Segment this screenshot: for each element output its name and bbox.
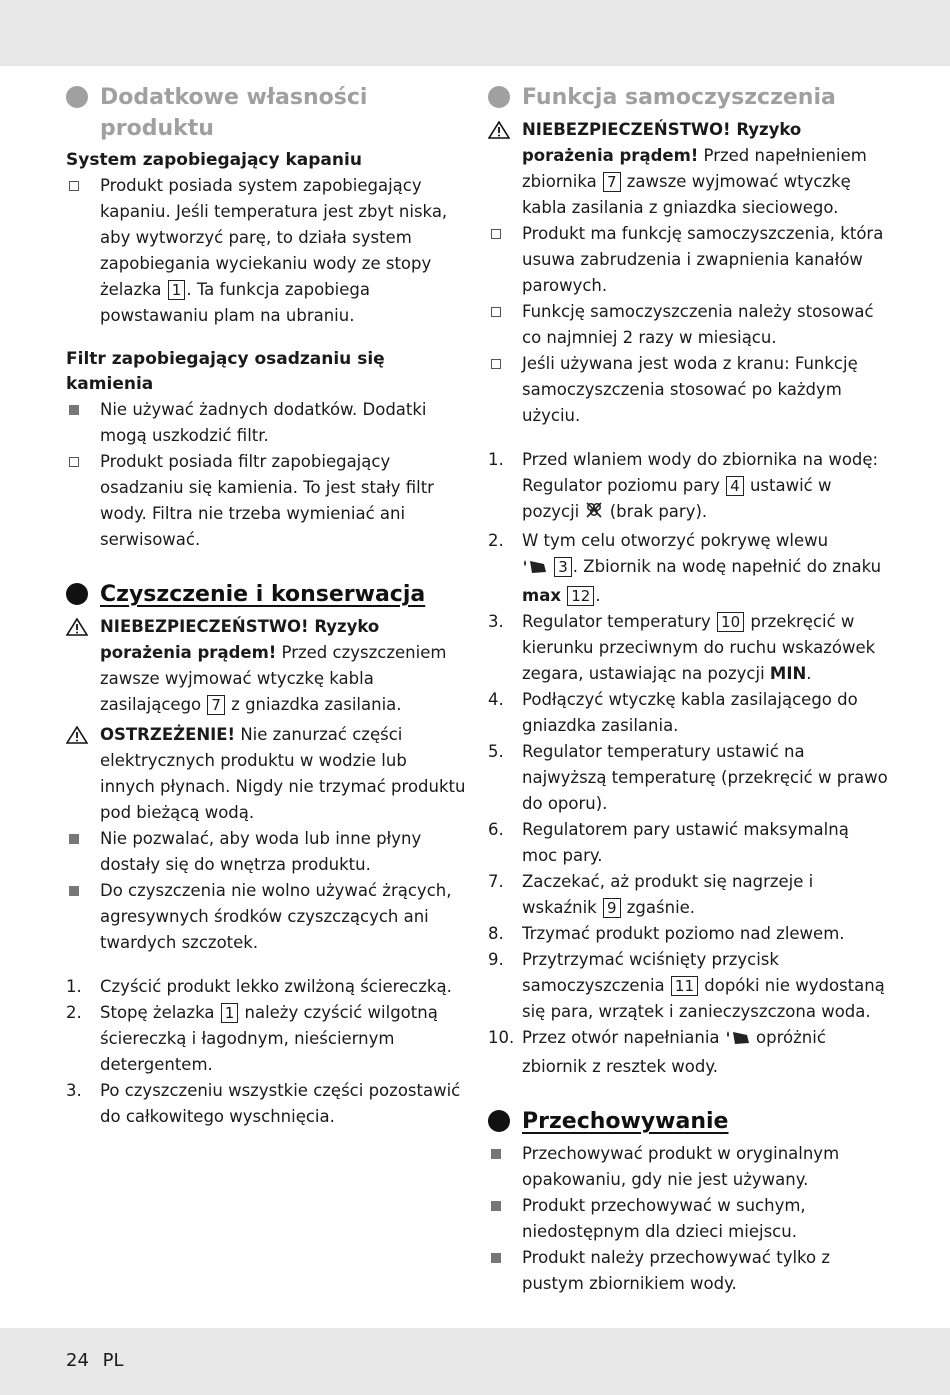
bullet-dot-icon: [66, 86, 88, 108]
page-footer: [66, 1350, 132, 1371]
step-item: 10. Przez otwór napełniania opróżnić zbiornik z resztek wody.: [488, 1028, 826, 1076]
bullet-dot-icon: [488, 86, 510, 108]
ref-box: 7: [207, 695, 225, 715]
step-item: 1. Przed wlaniem wody do zbiornika na wodę: Regulator poziomu pary 4 ustawić w pozycji (brak pary).: [488, 447, 888, 528]
step-item: 7. Zaczekać, aż produkt się nagrzeje i wskaźnik 9 zgaśnie.: [488, 872, 814, 917]
water-fill-icon: [522, 557, 548, 583]
ref-box: 1: [168, 280, 186, 300]
step-item: 6. Regulatorem pary ustawić maksymalną moc pary.: [488, 820, 849, 865]
filled-square-bullet-icon: [66, 397, 100, 449]
warning-triangle-icon: [488, 117, 522, 221]
section-heading-cleaning: Czyszczenie i konserwacja: [66, 579, 466, 610]
step-item: 9. Przytrzymać wciśnięty przycisk samoczyszczenia 11 dopóki nie wydostaną się para, wrzątek i zanieczyszczona woda.: [488, 950, 885, 1021]
step-item: 8. Trzymać produkt poziomo nad zlewem.: [488, 924, 845, 943]
open-square-bullet-icon: [488, 221, 522, 299]
list-item: Jeśli używana jest woda z kranu: Funkcję samoczyszczenia stosować po każdym użyciu.: [488, 351, 888, 429]
list-item: Produkt należy przechowywać tylko z pustym zbiornikiem wody.: [488, 1245, 888, 1297]
no-steam-icon: [584, 500, 604, 528]
filled-square-bullet-icon: [488, 1245, 522, 1297]
water-fill-icon: [725, 1028, 751, 1054]
danger-notice: NIEBEZPIECZEŃSTWO! Ryzyko porażenia prądem! Przed napełnieniem zbiornika 7 zawsze wyjmować wtyczkę kabla zasilania z gniazdka sieciowego.: [488, 117, 888, 221]
warning-triangle-icon: [66, 614, 100, 718]
ref-box: 7: [603, 172, 621, 192]
bottom-bar: [0, 1328, 950, 1395]
filled-square-bullet-icon: [66, 826, 100, 878]
ref-box: 11: [671, 976, 698, 996]
section-heading-storage: Przechowywanie: [488, 1106, 888, 1137]
step-item: 5. Regulator temperatury ustawić na najwyższą temperaturę (przekręcić w prawo do oporu).: [488, 742, 888, 813]
ref-box: 4: [726, 476, 744, 496]
list-item: Produkt przechowywać w suchym, niedostępnym dla dzieci miejscu.: [488, 1193, 888, 1245]
list-item: Przechowywać produkt w oryginalnym opakowaniu, gdy nie jest używany.: [488, 1141, 888, 1193]
open-square-bullet-icon: [66, 173, 100, 329]
danger-notice: NIEBEZPIECZEŃSTWO! Ryzyko porażenia prądem! Przed czyszczeniem zawsze wyjmować wtyczkę kabla zasilającego 7 z gniazdka zasilania.: [66, 614, 466, 718]
warning-notice: OSTRZEŻENIE! Nie zanurzać części elektrycznych produktu w wodzie lub innych płynach. Nigdy nie trzymać produktu pod bieżącą wodą.: [66, 722, 466, 826]
subheading-anti-drip: System zapobiegający kapaniu: [66, 150, 362, 170]
list-item: Produkt ma funkcję samoczyszczenia, która usuwa zabrudzenia i zwapnienia kanałów parowych.: [488, 221, 888, 299]
warning-triangle-icon: [66, 722, 100, 826]
open-square-bullet-icon: [488, 351, 522, 429]
language-code: PL: [102, 1350, 124, 1371]
ref-box: 1: [221, 1003, 239, 1023]
list-item: Funkcję samoczyszczenia należy stosować co najmniej 2 razy w miesiącu.: [488, 299, 888, 351]
list-item: Do czyszczenia nie wolno używać żrących, agresywnych środków czyszczących ani twardych szczotek.: [66, 878, 466, 956]
step-item: 3. Regulator temperatury 10 przekręcić w kierunku przeciwnym do ruchu wskazówek zegara, ustawiając na pozycji MIN.: [488, 612, 876, 683]
left-column: [66, 82, 466, 1130]
section-heading-additional-features: Dodatkowe własności produktu: [66, 82, 466, 144]
list-item: Nie używać żadnych dodatków. Dodatki mogą uszkodzić filtr.: [66, 397, 466, 449]
bullet-dot-icon: [488, 1110, 510, 1132]
step-item: 1. Czyścić produkt lekko zwilżoną ściereczką.: [66, 977, 452, 996]
ref-box: 3: [554, 557, 572, 577]
list-item: Produkt posiada system zapobiegający kapaniu. Jeśli temperatura jest zbyt niska, aby wytworzyć parę, to działa system zapobiegania wyciekaniu wody ze stopy żelazka 1 . Ta funkcja zapobiega powstawaniu plam na ubraniu.: [66, 173, 466, 329]
step-item: 2. Stopę żelazka 1 należy czyścić wilgotną ściereczką i łagodnym, nieściernym detergentem.: [66, 1003, 438, 1074]
step-item: 3. Po czyszczeniu wszystkie części pozostawić do całkowitego wyschnięcia.: [66, 1081, 461, 1126]
step-item: 2. W tym celu otworzyć pokrywę wlewu 3 . Zbiornik na wodę napełnić do znaku max 12 .: [488, 531, 882, 605]
filled-square-bullet-icon: [488, 1193, 522, 1245]
top-bar: [0, 0, 950, 66]
page-number: 24: [66, 1350, 89, 1371]
step-item: 4. Podłączyć wtyczkę kabla zasilającego do gniazdka zasilania.: [488, 690, 858, 735]
bullet-dot-icon: [66, 583, 88, 605]
ref-box: 10: [717, 612, 744, 632]
section-heading-self-clean: Funkcja samoczyszczenia: [488, 82, 888, 113]
list-item: Produkt posiada filtr zapobiegający osadzaniu się kamienia. To jest stały filtr wody. Filtra nie trzeba wymieniać ani serwisować.: [66, 449, 466, 553]
subheading-filter: Filtr zapobiegający osadzaniu się kamienia: [66, 349, 385, 394]
open-square-bullet-icon: [488, 299, 522, 351]
ref-box: 9: [603, 898, 621, 918]
filled-square-bullet-icon: [488, 1141, 522, 1193]
filled-square-bullet-icon: [66, 878, 100, 956]
open-square-bullet-icon: [66, 449, 100, 553]
ref-box: 12: [567, 586, 594, 606]
right-column: [488, 82, 888, 1297]
list-item: Nie pozwalać, aby woda lub inne płyny dostały się do wnętrza produktu.: [66, 826, 466, 878]
